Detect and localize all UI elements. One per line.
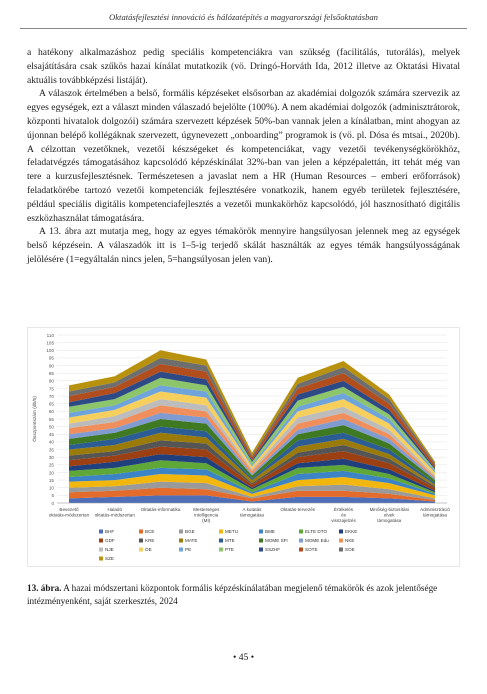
y-axis-label: Összpontszám (db/5) bbox=[33, 396, 38, 442]
legend-label: EKKE bbox=[345, 529, 358, 534]
legend-label: KRE bbox=[145, 538, 155, 543]
x-tick-label-line: A kutatás bbox=[242, 507, 262, 512]
caption-text: A hazai módszertani központok formális képzéskínálatában megjelenő témakörök és azok jelentősége intézményenként, saját szerkesztés, 2024 bbox=[27, 583, 438, 606]
legend-label: GDF bbox=[105, 538, 115, 543]
x-tick-label-line: intelligencia bbox=[194, 512, 219, 518]
legend-label: BHF bbox=[105, 529, 115, 534]
x-tick-label-line: (MI) bbox=[202, 517, 211, 523]
legend-label: MOME SFI bbox=[265, 538, 288, 543]
legend-swatch bbox=[179, 548, 183, 552]
y-tick-label: 75 bbox=[48, 386, 54, 392]
x-tick-label-line: és bbox=[341, 512, 346, 518]
x-tick-label-line: Haladó bbox=[107, 507, 123, 512]
legend-label: PTE bbox=[225, 547, 234, 552]
y-tick-label: 100 bbox=[46, 348, 54, 354]
legend-label: MTE bbox=[225, 538, 235, 543]
legend-swatch bbox=[299, 530, 303, 534]
y-tick-label: 90 bbox=[48, 363, 54, 369]
y-tick-label: 20 bbox=[48, 470, 54, 476]
caption-label: 13. ábra. bbox=[27, 583, 62, 593]
x-tick-label-line: Oktatás-informatika bbox=[140, 507, 181, 512]
legend-label: NJE bbox=[105, 547, 114, 552]
y-tick-label: 25 bbox=[48, 462, 54, 468]
x-tick-label-line: Minőség-biztosítási bbox=[369, 507, 409, 512]
page-number-bullet-right: • bbox=[250, 652, 255, 663]
legend-label: BCE bbox=[145, 529, 155, 534]
legend-swatch bbox=[139, 548, 143, 552]
x-tick-label-line: támogatása bbox=[239, 512, 265, 518]
y-tick-label: 45 bbox=[48, 432, 54, 438]
x-tick-label bbox=[280, 507, 315, 512]
legend-label: MATE bbox=[185, 538, 198, 543]
x-tick-label bbox=[141, 507, 181, 512]
x-tick-label-line: oktatás-módszertan bbox=[48, 512, 90, 518]
x-tick-label bbox=[240, 507, 264, 517]
y-tick-label: 30 bbox=[48, 454, 54, 460]
y-tick-label: 5 bbox=[51, 493, 54, 499]
running-header: Oktatásfejlesztési innováció és hálózatépítés a magyarországi felsőoktatásban bbox=[109, 12, 378, 22]
y-tick-label: 65 bbox=[48, 401, 54, 407]
legend-swatch bbox=[299, 548, 303, 552]
y-tick-label: 85 bbox=[48, 370, 54, 376]
legend-swatch bbox=[259, 539, 263, 543]
paragraph: A válaszok értelmében a belső, formális képzéseket elsősorban az akadémiai dolgozók számára szervezik az egyes egységek, ezt a választ minden válaszadó bejelölte (100%). A nem akadémiai dolgozók (adminisztrátorok, központi hivatalok dolgozói) számára szervezett képzések 50%-ban vannak jelen a kínálatban, mint ahogyan az újonnan belépő kollégáknak szervezett, úgynevezett „onboarding” programok is (vö. pl. Dósa és mtsai., 2020b). A célzottan vezetőknek, vezetői készségeket és kompetenciákat, vagy vezetői tevékenységkörökhöz, feladatvégzés támogatásához kapcsolódó képzéskínálat 32%-ban van jelen a képzépalettán, itt tehát még van tere a kurzusfejlesztésnek. Természetesen a javaslat nem a HR (Human Resources – emberi erőforrások) feladatkörébe tartozó vezetői kompetenciák fejlesztésére vonatkozik, hanem egyéb területek fejlesztésére, például speciális digitális kompetenciafejlesztés a vezetői munkakörhöz kapcsolódó, jól hasznosítható digitális eszközhasználat támogatására. bbox=[27, 88, 460, 224]
x-tick-label-line: elvek bbox=[383, 512, 395, 518]
legend-label: BME bbox=[265, 529, 275, 534]
legend-swatch bbox=[139, 530, 143, 534]
y-tick-label: 35 bbox=[48, 447, 54, 453]
page-number-value: 45 bbox=[238, 652, 249, 663]
x-tick-label-line: Adminisztráció bbox=[420, 507, 450, 512]
figure-chart bbox=[27, 327, 460, 567]
x-tick-label-line: Mesterséges bbox=[193, 507, 220, 512]
legend-swatch bbox=[219, 548, 223, 552]
y-tick-label: 80 bbox=[48, 378, 54, 384]
legend-swatch bbox=[299, 539, 303, 543]
page-number-bullet-left: • bbox=[232, 652, 237, 663]
y-tick-label: 105 bbox=[46, 340, 54, 346]
legend-label: SZE bbox=[105, 556, 114, 561]
x-tick-label bbox=[420, 507, 450, 517]
figure-caption bbox=[27, 582, 460, 608]
legend-swatch bbox=[219, 539, 223, 543]
x-tick-label-line: Értékelés bbox=[333, 507, 354, 512]
legend-label: NKE bbox=[345, 538, 355, 543]
legend-label: METU bbox=[225, 529, 239, 534]
legend-swatch bbox=[139, 539, 143, 543]
x-tick-label-line: Oktatás-tervezés bbox=[280, 507, 316, 512]
legend-label: ELTE DTO bbox=[305, 529, 328, 534]
legend-swatch bbox=[99, 557, 103, 561]
x-tick-label-line: Bevezető bbox=[59, 507, 79, 512]
legend-label: MOME Edu bbox=[305, 538, 329, 543]
header-rule bbox=[20, 28, 467, 29]
legend-label: PE bbox=[185, 547, 192, 552]
x-tick-label-line: visszajelzés bbox=[331, 517, 356, 523]
legend-swatch bbox=[259, 530, 263, 534]
x-tick-label-line: támogatása bbox=[422, 512, 448, 518]
y-tick-label: 50 bbox=[48, 424, 54, 430]
legend-label: SSZHF bbox=[265, 547, 281, 552]
y-tick-label: 55 bbox=[48, 416, 54, 422]
legend-swatch bbox=[339, 530, 343, 534]
paragraph: A 13. ábra azt mutatja meg, hogy az egyes témakörök mennyire hangsúlyosan jelennek meg az egységek belső képzésein. A válaszadók itt is 1–5-ig terjedő skálát használták az egyes témák hangsúlyosságának jelölésére (1=egyáltalán nincs jelen, 5=hangsúlyosan jelen van). bbox=[27, 226, 460, 265]
legend-label: SOTE bbox=[305, 547, 318, 552]
page-number bbox=[0, 652, 487, 663]
legend-swatch bbox=[99, 548, 103, 552]
y-tick-label: 70 bbox=[48, 393, 54, 399]
y-tick-label: 60 bbox=[48, 409, 54, 415]
legend-swatch bbox=[99, 530, 103, 534]
legend-swatch bbox=[259, 548, 263, 552]
stacked-area-chart bbox=[27, 327, 460, 567]
legend-swatch bbox=[179, 539, 183, 543]
legend-label: SOE bbox=[345, 547, 355, 552]
y-tick-label: 0 bbox=[51, 500, 54, 506]
y-tick-label: 10 bbox=[48, 485, 54, 491]
y-tick-label: 40 bbox=[48, 439, 54, 445]
legend-label: ÓE bbox=[145, 547, 152, 552]
legend-swatch bbox=[339, 539, 343, 543]
y-tick-label: 95 bbox=[48, 355, 54, 361]
body-text bbox=[27, 46, 460, 267]
y-tick-label: 110 bbox=[46, 332, 54, 338]
y-tick-label: 15 bbox=[48, 477, 54, 483]
legend-swatch bbox=[219, 530, 223, 534]
paragraph: a hatékony alkalmazáshoz pedig speciális kompetenciákra van szükség (facilitálás, tutorálás), melyek elsajátítására csak szűkös hazai kínálat mutatkozik (vö. Dringó-Horváth Ida, 2012 illetve az Oktatási Hivatal aktuális továbbképzési listáját). bbox=[27, 47, 460, 86]
x-tick-label-line: oktatás-módszertan bbox=[94, 512, 135, 518]
legend-swatch bbox=[99, 539, 103, 543]
legend-label: BGE bbox=[185, 529, 195, 534]
legend-swatch bbox=[339, 548, 343, 552]
x-tick-label-line: támogatása bbox=[377, 517, 402, 523]
legend-swatch bbox=[179, 530, 183, 534]
